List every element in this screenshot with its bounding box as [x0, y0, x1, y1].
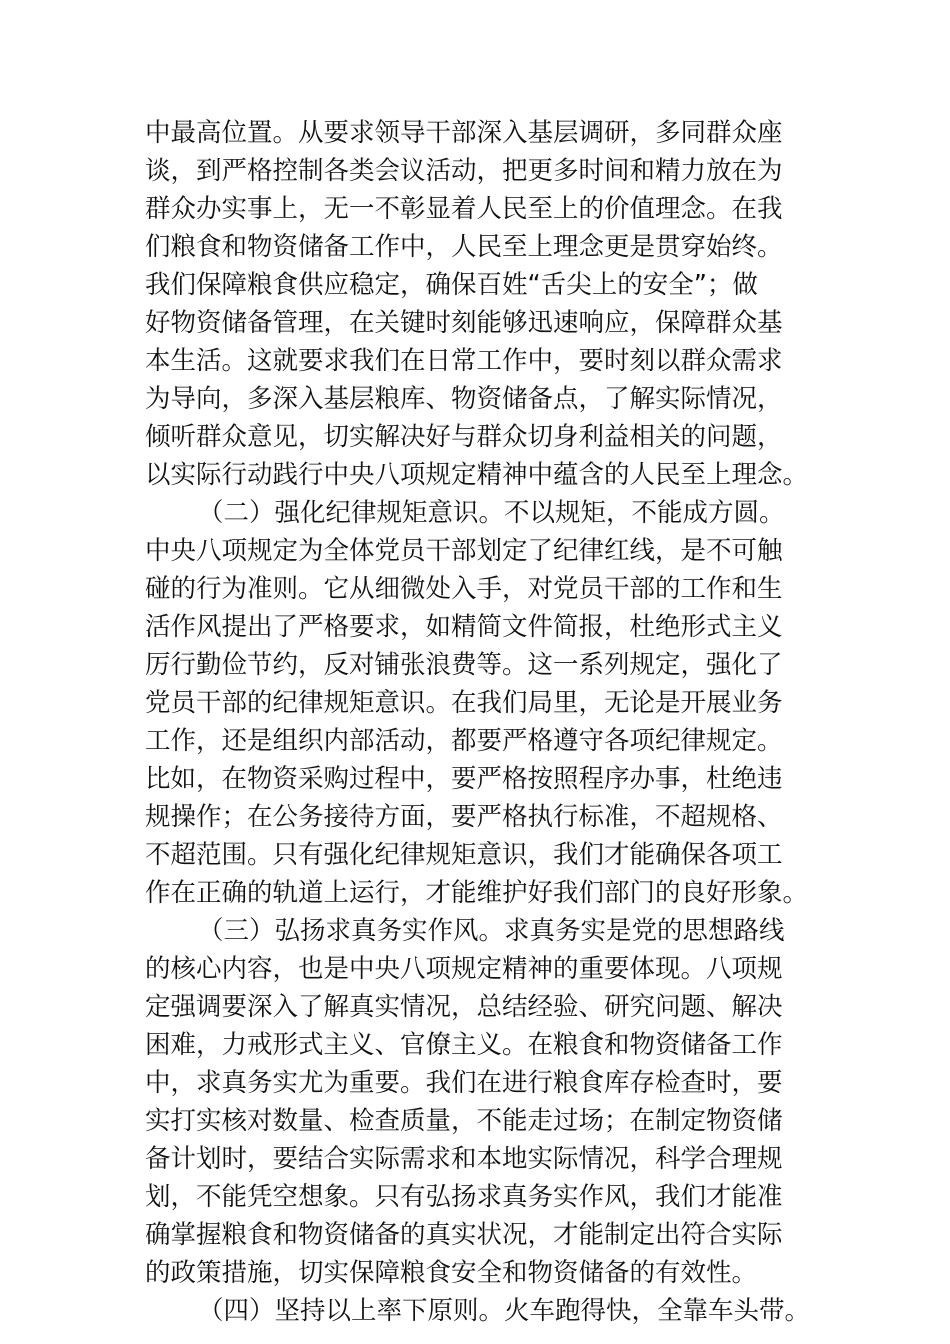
- text-line: 们粮食和物资储备工作中，人民至上理念更是贯穿始终。: [145, 232, 783, 262]
- section-heading-line: （二）强化纪律规矩意识。不以规矩，不能成方圆。: [198, 498, 785, 528]
- text-line: 的核心内容，也是中央八项规定精神的重要体现。八项规: [145, 954, 783, 984]
- text-line: 党员干部的纪律规矩意识。在我们局里，无论是开展业务: [145, 688, 783, 718]
- text-line: 不超范围。只有强化纪律规矩意识，我们才能确保各项工: [145, 840, 783, 870]
- text-line: 划，不能凭空想象。只有弘扬求真务实作风，我们才能准: [145, 1182, 783, 1212]
- text-line: 活作风提出了严格要求，如精简文件简报，杜绝形式主义: [145, 612, 783, 642]
- text-line: 备计划时，要结合实际需求和本地实际情况，科学合理规: [145, 1144, 783, 1174]
- text-line: 群众办实事上，无一不彰显着人民至上的价值理念。在我: [145, 194, 783, 224]
- text-line: 作在正确的轨道上运行，才能维护好我们部门的良好形象。: [145, 878, 809, 908]
- text-line: 我们保障粮食供应稳定，确保百姓“舌尖上的安全”；做: [145, 270, 758, 300]
- text-line: 以实际行动践行中央八项规定精神中蕴含的人民至上理念。: [145, 460, 809, 490]
- text-line: 比如，在物资采购过程中，要严格按照程序办事，杜绝违: [145, 764, 783, 794]
- text-line: 倾听群众意见，切实解决好与群众切身利益相关的问题，: [145, 422, 783, 452]
- text-line: 谈，到严格控制各类会议活动，把更多时间和精力放在为: [145, 156, 783, 186]
- text-line: 定强调要深入了解真实情况，总结经验、研究问题、解决: [145, 992, 783, 1022]
- text-line: 的政策措施，切实保障粮食安全和物资储备的有效性。: [145, 1258, 758, 1288]
- text-line: 中央八项规定为全体党员干部划定了纪律红线，是不可触: [145, 536, 783, 566]
- text-line: 确掌握粮食和物资储备的真实状况，才能制定出符合实际: [145, 1220, 783, 1250]
- text-line: 中最高位置。从要求领导干部深入基层调研，多同群众座: [145, 118, 783, 148]
- section-heading-line: （四）坚持以上率下原则。火车跑得快，全靠车头带。: [198, 1296, 811, 1326]
- text-line: 困难，力戒形式主义、官僚主义。在粮食和物资储备工作: [145, 1030, 783, 1060]
- text-line: 工作，还是组织内部活动，都要严格遵守各项纪律规定。: [145, 726, 783, 756]
- text-line: 好物资储备管理，在关键时刻能够迅速响应，保障群众基: [145, 308, 783, 338]
- text-line: 实打实核对数量、检查质量，不能走过场；在制定物资储: [145, 1106, 783, 1136]
- text-line: 规操作；在公务接待方面，要严格执行标准，不超规格、: [145, 802, 783, 832]
- text-line: 为导向，多深入基层粮库、物资储备点，了解实际情况，: [145, 384, 783, 414]
- text-line: 厉行勤俭节约，反对铺张浪费等。这一系列规定，强化了: [145, 650, 783, 680]
- section-heading-line: （三）弘扬求真务实作风。求真务实是党的思想路线: [198, 916, 785, 946]
- text-line: 中，求真务实尤为重要。我们在进行粮食库存检查时，要: [145, 1068, 783, 1098]
- text-line: 本生活。这就要求我们在日常工作中，要时刻以群众需求: [145, 346, 783, 376]
- text-line: 碰的行为准则。它从细微处入手，对党员干部的工作和生: [145, 574, 783, 604]
